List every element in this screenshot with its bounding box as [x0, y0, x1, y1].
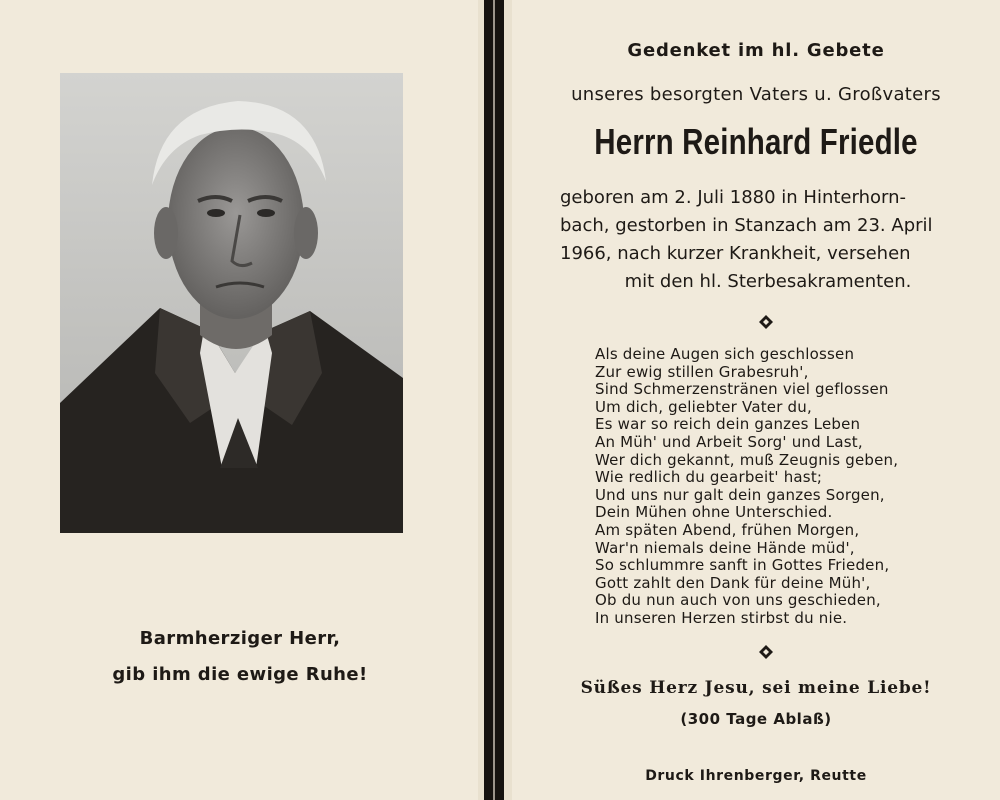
prayer-line-1: Barmherziger Herr, — [139, 628, 341, 649]
poem-line: An Müh' und Arbeit Sorg' und Last, — [595, 432, 863, 451]
prayer-line-2: gib ihm die ewige Ruhe! — [112, 664, 368, 685]
poem-line: Sind Schmerzenstränen viel geflossen — [595, 380, 889, 399]
poem-line: Es war so reich dein ganzes Leben — [595, 415, 861, 434]
poem-line: War'n niemals deine Hände müd', — [595, 538, 855, 557]
poem-line: Ob du nun auch von uns geschieden, — [595, 591, 881, 610]
bio-line-2: bach, gestorben in Stanzach am 23. April — [560, 215, 933, 236]
bio-line-3: 1966, nach kurzer Krankheit, versehen — [560, 243, 911, 264]
deceased-name: Herrn Reinhard Friedle — [594, 121, 918, 162]
portrait-illustration — [60, 73, 403, 533]
poem-line: Gott zahlt den Dank für deine Müh', — [595, 573, 871, 592]
bio-line-4: mit den hl. Sterbesakramenten. — [624, 271, 912, 292]
poem-line: Wie redlich du gearbeit' hast; — [595, 468, 823, 487]
poem-line: Als deine Augen sich geschlossen — [595, 345, 855, 363]
poem-line: Wer dich gekannt, muß Zeugnis geben, — [595, 450, 899, 469]
poem-line: Um dich, geliebter Vater du, — [595, 397, 812, 416]
bio-line-1: geboren am 2. Juli 1880 in Hinterhorn- — [560, 187, 906, 208]
mourning-band — [478, 0, 512, 800]
portrait-photo — [60, 73, 403, 533]
memorial-heading: Gedenket im hl. Gebete — [627, 40, 885, 61]
poem-line: So schlummre sanft in Gottes Frieden, — [595, 556, 890, 575]
motto-line: Süßes Herz Jesu, sei meine Liebe! — [580, 678, 932, 698]
poem-line: Am späten Abend, frühen Morgen, — [595, 520, 860, 539]
printer-credit: Druck Ihrenberger, Reutte — [645, 768, 867, 784]
indulgence-note: (300 Tage Ablaß) — [680, 710, 832, 728]
poem-line: Und uns nur galt dein ganzes Sorgen, — [595, 485, 885, 504]
memorial-subheading: unseres besorgten Vaters u. Großvaters — [571, 84, 941, 105]
fold-stripe — [493, 0, 495, 800]
diamond-ornament-icon — [759, 645, 773, 659]
diamond-ornament-icon — [759, 315, 773, 329]
poem-line: In unseren Herzen stirbst du nie. — [595, 608, 848, 627]
memorial-poem — [595, 346, 975, 628]
poem-line: Zur ewig stillen Grabesruh', — [595, 362, 809, 381]
poem-line: Dein Mühen ohne Unterschied. — [595, 503, 833, 522]
